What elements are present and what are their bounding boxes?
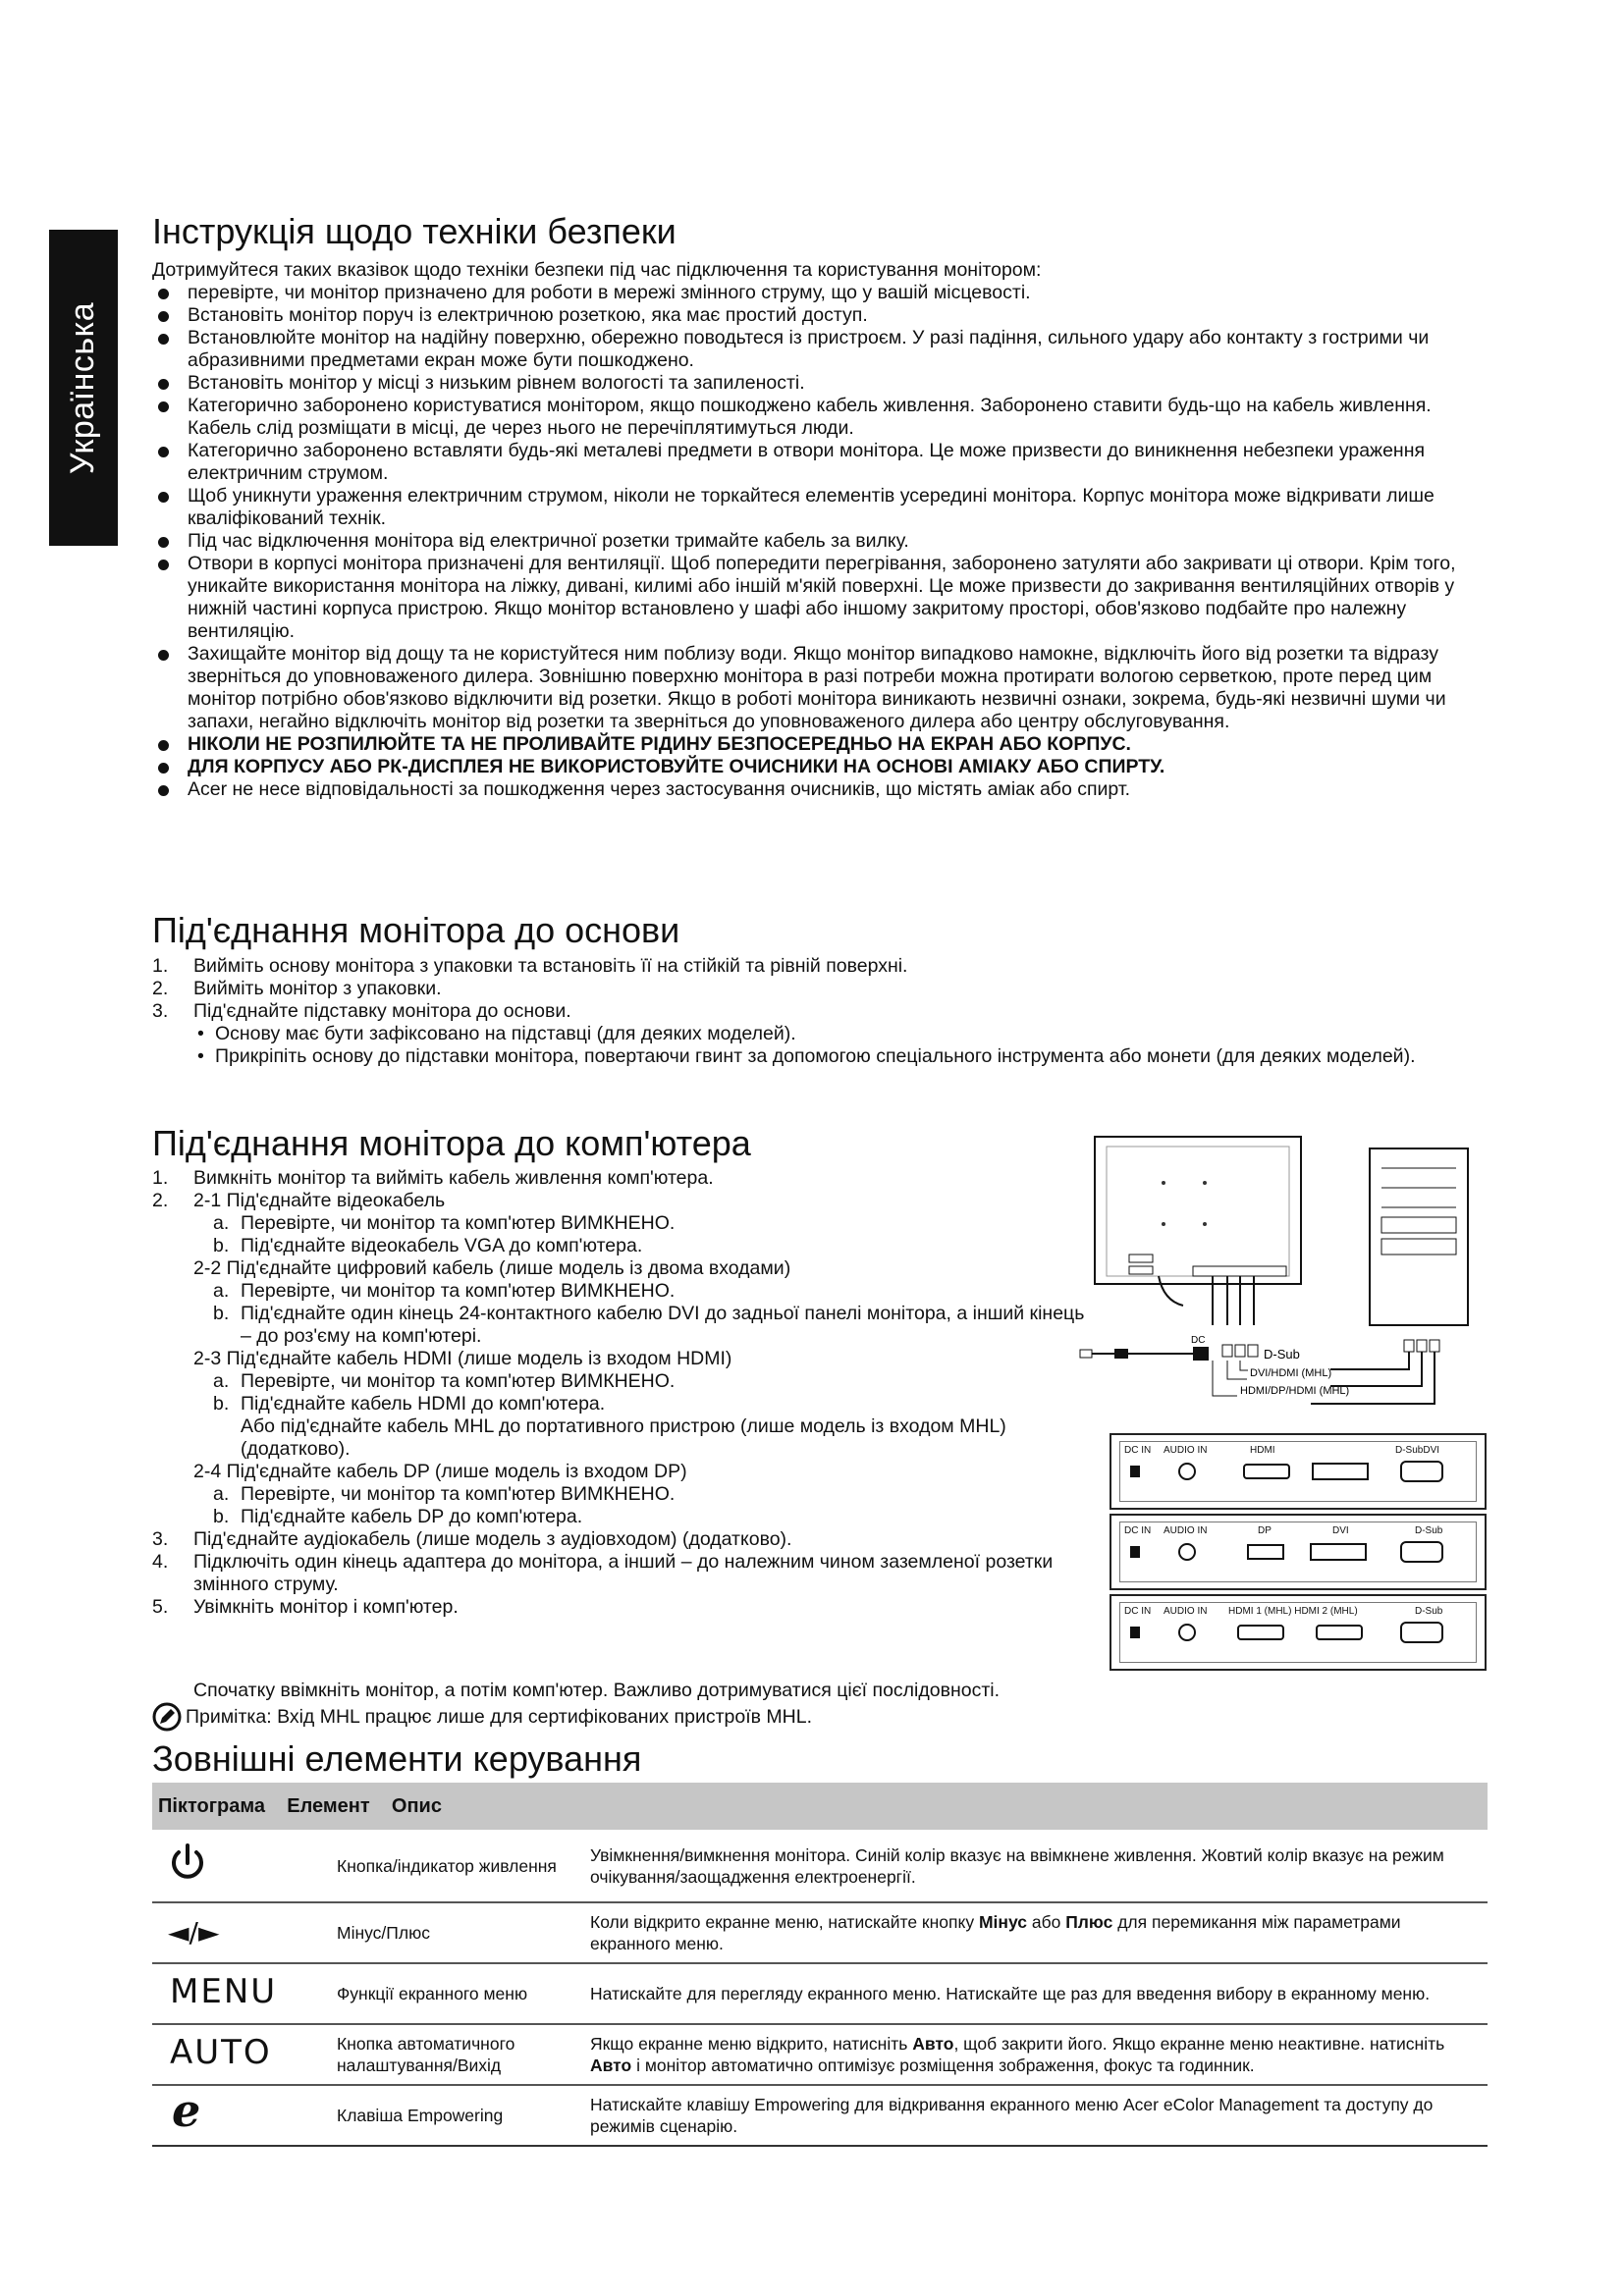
list-item: 3. Під'єднайте аудіокабель (лише модель з аудіовходом) (додатково).	[152, 1528, 792, 1550]
list-item: 2. Вийміть монітор з упаковки.	[152, 978, 442, 999]
list-item: b. Під'єднайте кабель DP до комп'ютера.	[213, 1506, 583, 1527]
connector-panel-2	[1110, 1514, 1487, 1590]
desc-bold: Мінус	[978, 1912, 1027, 1932]
element-cell: Клавіша Empowering	[331, 2085, 584, 2146]
header-icon: Піктограма	[158, 1794, 266, 1817]
dvi-mhl-label: DVI/HDMI (MHL)	[1250, 1367, 1332, 1379]
hdmi-label: HDMI	[1250, 1445, 1275, 1456]
connector-panel-1	[1110, 1433, 1487, 1510]
list-item: 2. 2-1 Під'єднайте відеокабель a. Перевірте, чи монітор та комп'ютер ВИМКНЕНО. b. Під'єднайте відеокабель VGA до комп'ютера. 2-2 Під'єднайте цифровий кабель (лише модель із двома входами) a. Перевірте, чи монітор та комп'ютер ВИМКНЕНО. b. Під'єднайте один кінець 24-контактного кабелю DVI до задньої панелі монітора, а інший кінець – до роз'єму на комп'ютері. 2-3 Під'єднайте кабель HDMI (лише модель із входом HDMI) a. Перевірте, чи монітор та комп'ютер ВИМКНЕНО. b. Під'єднайте кабель HDMI до комп'ютера. Або під'єднайте кабель MHL до портативного пристрою (лише модель із входом MHL) (додатково). 2-4 Під'єднайте кабель DP (лише модель із входом DP) a. Перевірте, чи монітор та комп'ютер ВИМКНЕНО. b. Під'єднайте кабель DP до комп'ютера.	[152, 1190, 1095, 1528]
list-item: Під час відключення монітора від електричної розетки тримайте кабель за вилку.	[152, 530, 1488, 553]
dc-connector-icon	[1193, 1347, 1209, 1361]
step-text: Перевірте, чи монітор та комп'ютер ВИМКНЕНО.	[241, 1280, 676, 1302]
note-text: Примітка: Вхід MHL працює лише для сертифікованих пристроїв MHL.	[186, 1706, 812, 1728]
ports-graphic	[1120, 1522, 1474, 1581]
controls-title: Зовнішні елементи керування	[152, 1738, 642, 1779]
step-text: 2-1 Під'єднайте відеокабель	[193, 1190, 446, 1211]
computer-tower	[1370, 1148, 1468, 1325]
dsubdvi-label: D-SubDVI	[1395, 1445, 1440, 1456]
step-text: Під'єднайте підставку монітора до основи.	[193, 1000, 571, 1022]
step-text: Перевірте, чи монітор та комп'ютер ВИМКНЕНО.	[241, 1483, 676, 1505]
list-item: 1. Вийміть основу монітора з упаковки та встановіть її на стійкій та рівній поверхні.	[152, 955, 908, 977]
list-item: ДЛЯ КОРПУСУ АБО РК-ДИСПЛЕЯ НЕ ВИКОРИСТОВУЙТЕ ОЧИСНИКИ НА ОСНОВІ АМІАКУ АБО СПИРТУ.	[152, 756, 1488, 778]
list-item: a. Перевірте, чи монітор та комп'ютер ВИМКНЕНО.	[213, 1280, 676, 1302]
desc-cell: Натискайте для перегляду екранного меню. Натискайте ще раз для введення вибору в екранному меню.	[584, 1963, 1488, 2024]
step-text: Перевірте, чи монітор та комп'ютер ВИМКНЕНО.	[241, 1212, 676, 1234]
element-cell: Кнопка автоматичного налаштування/Вихід	[331, 2024, 584, 2085]
header-desc: Опис	[391, 1794, 442, 1817]
desc-cell: Увімкнення/вимкнення монітора. Синій колір вказує на ввімкнене живлення. Жовтий колір вказує на режим очікування/заощадження електроенергії.	[584, 1830, 1488, 1902]
table-header-row	[152, 1783, 1488, 1830]
safety-intro: Дотримуйтеся таких вказівок щодо техніки безпеки під час підключення та користування монітором:	[152, 259, 1042, 281]
step-text: Під'єднайте кабель HDMI до комп'ютера.	[241, 1393, 606, 1415]
dc-label: DC	[1191, 1335, 1206, 1346]
desc-text: , щоб закрити його. Якщо екранне меню неактивне. натисніть	[953, 2034, 1445, 2054]
dcin-label: DC IN	[1124, 1606, 1152, 1617]
element-cell: Функції екранного меню	[331, 1963, 584, 2024]
step-text: Вийміть основу монітора з упаковки та встановіть її на стійкій та рівній поверхні.	[193, 955, 908, 977]
list-item: Категорично заборонено вставляти будь-які металеві предмети в отвори монітора. Це може призвести до виникнення небезпеки ураження електричним струмом.	[152, 440, 1488, 485]
dp-label: DP	[1258, 1525, 1272, 1536]
step-note: Спочатку ввімкніть монітор, а потім комп'ютер. Важливо дотримуватися цієї послідовності.	[193, 1680, 1001, 1701]
list-item: 5. Увімкніть монітор і комп'ютер.	[152, 1596, 459, 1618]
list-item: НІКОЛИ НЕ РОЗПИЛЮЙТЕ ТА НЕ ПРОЛИВАЙТЕ РІДИНУ БЕЗПОСЕРЕДНЬО НА ЕКРАН АБО КОРПУС.	[152, 733, 1488, 756]
monitor-back	[1095, 1137, 1301, 1284]
audio-label: AUDIO IN	[1164, 1606, 1208, 1617]
power-icon	[166, 1842, 209, 1885]
minus-plus-icon: ◄/►	[168, 1916, 220, 1949]
list-item: Отвори в корпусі монітора призначені для вентиляції. Щоб попередити перегрівання, заборонено затуляти або закривати ці отвори. Крім того, уникайте використання монітора на ліжку, дивані, килимі або іншій м'якій поверхні. Це може призвести до закривання вентиляційних отворів у нижній частині корпуса пристрою. Якщо монітор встановлено у шафі або іншому закритому просторі, обов'язково подбайте про належну вентиляцію.	[152, 553, 1488, 643]
list-item: b. Під'єднайте відеокабель VGA до комп'ютера.	[213, 1235, 643, 1256]
computer-steps	[152, 1167, 1095, 1619]
dsub-label: D-Sub	[1415, 1525, 1443, 1536]
table-row	[152, 2024, 1488, 2085]
step-text: 2-2 Під'єднайте цифровий кабель (лише модель із двома входами)	[193, 1257, 791, 1279]
audio-label: AUDIO IN	[1164, 1525, 1208, 1536]
element-cell: Кнопка/індикатор живлення	[331, 1830, 584, 1902]
connection-diagram	[1075, 1129, 1488, 1414]
list-item: Встановлюйте монітор на надійну поверхню, обережно поводьтеся із пристроєм. У разі падіння, сильного удару або контакту з гострими чи абразивними предметами екран може бути пошкоджено.	[152, 327, 1488, 372]
step-text: Вийміть монітор з упаковки.	[193, 978, 442, 999]
base-substeps	[193, 1023, 1488, 1068]
table-row	[152, 1963, 1488, 2024]
mhl-note	[152, 1702, 812, 1732]
list-item: a. Перевірте, чи монітор та комп'ютер ВИМКНЕНО.	[213, 1212, 676, 1234]
hdmi-dp-label: HDMI/DP/HDMI (MHL)	[1240, 1385, 1350, 1397]
connector-panel-3	[1110, 1594, 1487, 1671]
dcin-label: DC IN	[1124, 1525, 1152, 1536]
desc-bold: Плюс	[1065, 1912, 1113, 1932]
list-item: 4. Підключіть один кінець адаптера до монітора, а інший – до належним чином заземленої розетки змінного струму.	[152, 1551, 1054, 1595]
step-text: 2-4 Під'єднайте кабель DP (лише модель із входом DP)	[193, 1461, 687, 1482]
list-item: перевірте, чи монітор призначено для роботи в мережі змінного струму, що у вашій місцевості.	[152, 282, 1488, 304]
ports-graphic	[1120, 1603, 1474, 1662]
dsub-label: D-Sub	[1415, 1606, 1443, 1617]
base-steps	[152, 955, 1488, 1068]
desc-cell	[584, 1902, 1488, 1963]
table-row	[152, 2085, 1488, 2146]
element-cell: Мінус/Плюс	[331, 1902, 584, 1963]
desc-bold: Авто	[590, 2056, 632, 2075]
safety-title: Інструкція щодо техніки безпеки	[152, 211, 677, 251]
header-element: Елемент	[287, 1794, 370, 1817]
list-item: Захищайте монітор від дощу та не користуйтеся ним поблизу води. Якщо монітор випадково намокне, відключіть його від розетки та відразу зверніться до уповноваженого дилера. Зовнішню поверхню монітора в разі потреби можна протирати вологою серветкою, проте перед цим монітор потрібно обов'язково відключити від розетки. Якщо в роботі монітора виникають незвичні ознаки, зокрема, будь-які незвичні шуми чи запахи, негайно відключіть монітор від розетки та зверніться до уповноваженого дилера або центру обслуговування.	[152, 643, 1488, 733]
list-item: a. Перевірте, чи монітор та комп'ютер ВИМКНЕНО.	[213, 1370, 676, 1392]
list-item: b. Під'єднайте один кінець 24-контактного кабелю DVI до задньої панелі монітора, а інший кінець – до роз'єму на комп'ютері.	[213, 1303, 1085, 1347]
empowering-icon: e	[172, 2084, 201, 2137]
step-text: Під'єднайте кабель DP до комп'ютера.	[241, 1506, 583, 1527]
hdmi12-label: HDMI 1 (MHL) HDMI 2 (MHL)	[1228, 1606, 1358, 1617]
step-text: Або під'єднайте кабель MHL до портативного пристрою (лише модель із входом MHL) (додатково).	[241, 1415, 1006, 1460]
desc-text: і монітор автоматично оптимізує розміщення зображення, фокус та годинник.	[631, 2056, 1255, 2075]
dsub-label: D-Sub	[1264, 1347, 1300, 1362]
language-label: Українська	[64, 301, 102, 474]
step-text: Підключіть один кінець адаптера до монітора, а інший – до належним чином заземленої розетки змінного струму.	[193, 1551, 1054, 1595]
ports-graphic	[1120, 1442, 1474, 1501]
base-title: Під'єднання монітора до основи	[152, 910, 680, 950]
language-side-tab	[49, 230, 118, 546]
list-item: b. Під'єднайте кабель HDMI до комп'ютера.	[213, 1393, 606, 1415]
desc-text: Коли відкрито екранне меню, натискайте кнопку	[590, 1912, 979, 1932]
list-item: 3. Під'єднайте підставку монітора до основи. • Основу має бути зафіксовано на підставці (для деяких моделей). • Прикріпіть основу до підставки монітора, повертаючи гвинт за допомогою спеціального інструмента або монети (для деяких моделей).	[152, 1000, 1488, 1068]
list-item: • Прикріпіть основу до підставки монітора, повертаючи гвинт за допомогою спеціального інструмента або монети (для деяких моделей).	[193, 1045, 1488, 1068]
table-row	[152, 1902, 1488, 1963]
step-text: Під'єднайте відеокабель VGA до комп'ютера.	[241, 1235, 643, 1256]
safety-list	[152, 282, 1488, 801]
menu-icon: MENU	[170, 1971, 278, 2011]
dvi-label: DVI	[1332, 1525, 1349, 1536]
note-pencil-icon	[152, 1702, 182, 1732]
step-text: Увімкніть монітор і комп'ютер.	[193, 1596, 459, 1618]
desc-text: Якщо екранне меню відкрито, натисніть	[590, 2034, 913, 2054]
list-item: Категорично заборонено користуватися монітором, якщо пошкоджено кабель живлення. Заборонено ставити будь-що на кабель живлення. Кабель слід розміщати в місці, де через нього не перечіплятимуться люди.	[152, 395, 1488, 440]
dcin-label: DC IN	[1124, 1445, 1152, 1456]
list-item: Встановіть монітор у місці з низьким рівнем вологості та запиленості.	[152, 372, 1488, 395]
desc-text: або	[1026, 1912, 1066, 1932]
computer-title: Під'єднання монітора до комп'ютера	[152, 1123, 751, 1163]
list-item: a. Перевірте, чи монітор та комп'ютер ВИМКНЕНО.	[213, 1483, 676, 1505]
controls-table	[152, 1783, 1488, 2147]
desc-cell: Натискайте клавішу Empowering для відкривання екранного меню Acer eColor Management та доступу до режимів сценарію.	[584, 2085, 1488, 2146]
list-item: • Основу має бути зафіксовано на підставці (для деяких моделей).	[193, 1023, 1488, 1045]
desc-text: для перемикання між параметрами екранного меню.	[590, 1912, 1401, 1953]
auto-icon: AUTO	[170, 2032, 272, 2072]
audio-label: AUDIO IN	[1164, 1445, 1208, 1456]
desc-cell	[584, 2024, 1488, 2085]
step-text: Під'єднайте один кінець 24-контактного кабелю DVI до задньої панелі монітора, а інший кінець – до роз'єму на комп'ютері.	[241, 1303, 1085, 1347]
list-item: 1. Вимкніть монітор та вийміть кабель живлення комп'ютера.	[152, 1167, 714, 1189]
list-item: Acer не несе відповідальності за пошкодження через застосування очисників, що містять аміак або спирт.	[152, 778, 1488, 801]
step-text: Перевірте, чи монітор та комп'ютер ВИМКНЕНО.	[241, 1370, 676, 1392]
step-text: 2-3 Під'єднайте кабель HDMI (лише модель із входом HDMI)	[193, 1348, 732, 1369]
list-item: Щоб уникнути ураження електричним струмом, ніколи не торкайтеся елементів усередині монітора. Корпус монітора може відкривати лише кваліфікований технік.	[152, 485, 1488, 530]
list-item: Встановіть монітор поруч із електричною розеткою, яка має простий доступ.	[152, 304, 1488, 327]
step-text: Вимкніть монітор та вийміть кабель живлення комп'ютера.	[193, 1167, 714, 1189]
table-row	[152, 1830, 1488, 1902]
desc-bold: Авто	[912, 2034, 954, 2054]
step-text: Під'єднайте аудіокабель (лише модель з аудіовходом) (додатково).	[193, 1528, 792, 1550]
